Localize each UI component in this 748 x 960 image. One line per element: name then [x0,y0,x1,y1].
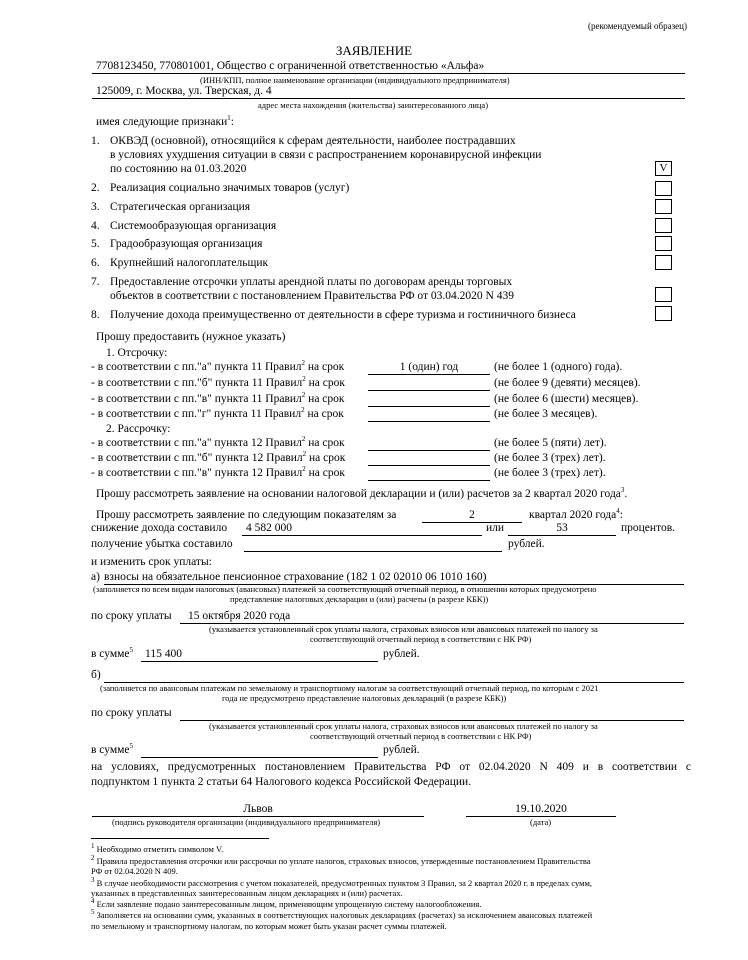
deferral-term-field[interactable] [368,407,490,422]
address-value: 125009, г. Москва, ул. Тверская, д. 4 [96,85,272,97]
footnote-continuation: РФ от 02.04.2020 N 409. [91,866,178,876]
feature-checkbox[interactable] [655,255,672,270]
org-line-underline [92,73,685,74]
feature-number: 6. [91,257,100,269]
installment-row: - в соответствии с пп."в" пункта 12 Правил$^2$ на срок [91,465,345,479]
address-caption: адрес места нахождения (жительства) заинтересованного лица) [258,100,489,110]
term-caption: (указывается установленный срок уплаты налога, страховых взносов или авансовых платежей по налогу за [209,721,598,731]
term-label: по сроку уплаты [91,707,172,719]
installment-heading: 2. Рассрочку: [106,423,171,435]
feature-number: 8. [91,309,100,321]
quarter-field[interactable]: 2 [422,508,522,523]
basis-text: Прошу рассмотреть заявление на основании налоговой декларации и (или) расчетов за 2 квартал 2020 года$^3$. [96,486,628,500]
feature-number: 4. [91,220,100,232]
item-b-label: б) [91,669,101,681]
feature-number: 7. [91,276,100,288]
feature-checkbox[interactable] [655,287,672,302]
indicators-line-label: Прошу рассмотреть заявление по следующим показателям за [96,509,397,521]
loss-label: получение убытка составило [91,538,233,550]
deferral-row: - в соответствии с пп."г" пункта 11 Правил$^2$ на срок [91,406,344,420]
change-intro: и изменить срок уплаты: [91,556,212,568]
org-line-value: 7708123450, 770801001, Общество с ограниченной ответственностью «Альфа» [96,60,485,72]
deferral-term-field[interactable]: 1 (один) год [368,360,490,375]
feature-checkbox[interactable] [655,218,672,233]
feature-text: Получение дохода преимущественно от деятельности в сфере туризма и гостиничного бизнеса [110,309,576,321]
quarter-label: квартал 2020 года$^4$: [529,507,623,521]
feature-checkbox[interactable] [655,236,672,251]
item-b-caption: (заполняется по авансовым платежам по земельному и транспортному налогам за соответствующий отчетный период, по которым с 2021 [100,683,599,693]
feature-text: Стратегическая организация [110,201,251,213]
feature-checkbox[interactable] [655,181,672,196]
term-label: по сроку уплаты [91,610,172,622]
signature-caption: (подпись руководителя организации (индивидуального предпринимателя) [112,817,381,827]
item-b-caption: года не предусмотрено представление налоговых деклараций (в разрезе КБК)) [222,693,507,703]
footnote: $^3$ В случае необходимости рассмотрения с учетом показателей, предусмотренных пунктом 3 Правил, за 2 квартал 2020 г. в пределах сумм, [91,876,593,888]
sum-label: в сумме$^5$ [91,742,134,756]
footnote: $^2$ Правила предоставления отсрочки или рассрочки по уплате налогов, страховых взносов, утвержденные постановлением Правительства [91,854,591,866]
feature-number: 3. [91,201,100,213]
installment-term-field[interactable] [368,466,490,481]
installment-limit: (не более 5 (пяти) лет). [494,437,607,449]
sum-rub-label: рублей. [383,648,420,660]
deferral-limit: (не более 9 (девяти) месяцев). [494,377,641,389]
footnote: $^5$ Заполняется на основании сумм, указанных в соответствующих налоговых декларациях (расчетах) за исключением авансовых платежей [91,908,593,920]
or-label: или [486,522,505,534]
feature-text: Градообразующая организация [110,238,263,250]
item-a-caption: (заполняется по всем видам налоговых (авансовых) платежей за соответствующий отчетный период, в отношении которых предусмотрено [93,584,597,594]
item-b-sum-field[interactable] [141,743,378,758]
decrease-label: снижение дохода составило [91,522,228,534]
item-b-value-field[interactable] [104,668,684,683]
feature-text: Системообразующая организация [110,220,277,232]
org-caption: (ИНН/КПП, полное наименование организации (индивидуального предпринимателя) [200,75,510,85]
installment-limit: (не более 3 (трех) лет). [494,452,606,464]
sample-note: (рекомендуемый образец) [588,21,687,31]
deferral-row: - в соответствии с пп."б" пункта 11 Правил$^2$ на срок [91,375,345,389]
loss-rub-label: рублей. [508,538,545,550]
footnote: $^1$ Необходимо отметить символом V. [91,842,224,854]
loss-value-field[interactable] [244,537,502,552]
feature-checkbox[interactable]: V [655,161,672,176]
item-a-caption: представление налоговых декларации и (или) расчеты (в разрезе КБК)) [230,594,489,604]
deferral-term-field[interactable] [368,376,490,391]
term-caption: соответствующий отчетный период в соответствии с НК РФ) [310,731,532,741]
feature-text: объектов в соответствии с постановлением Правительства РФ от 03.04.2020 N 439 [110,290,514,302]
footnote-separator [91,838,269,839]
percent-label: процентов. [621,522,675,534]
feature-text: ОКВЭД (основной), относящийся к сферам деятельности, наиболее пострадавших [110,135,516,147]
footnote: $^4$ Если заявление подано заинтересованным лицом, применяющим упрощенную систему налогообложения. [91,897,482,909]
sum-label: в сумме$^5$ [91,646,134,660]
percent-field[interactable]: 53 [508,521,616,536]
feature-checkbox[interactable] [655,199,672,214]
sum-rub-label: рублей. [383,744,420,756]
deferral-term-field[interactable] [368,392,490,407]
item-a-term-field[interactable]: 15 октября 2020 года [180,609,684,624]
document-title: ЗАЯВЛЕНИЕ [335,43,413,58]
conditions-line: на условиях, предусмотренных постановлением Правительства РФ от 02.04.2020 N 409 и в соответствии с [91,761,691,773]
feature-checkbox[interactable] [655,306,672,321]
feature-text: Крупнейший налогоплательщик [110,257,269,269]
term-caption: (указывается установленный срок уплаты налога, страховых взносов или авансовых платежей по налогу за [209,624,598,634]
request-intro: Прошу предоставить (нужное указать) [96,331,286,343]
installment-term-field[interactable] [368,451,490,466]
deferral-limit: (не более 6 (шести) месяцев). [494,393,639,405]
feature-text: Реализация социально значимых товаров (услуг) [110,182,350,194]
feature-text: по состоянию на 01.03.2020 [110,163,247,175]
decrease-value-field[interactable]: 4 582 000 [242,521,482,536]
feature-number: 5. [91,238,100,250]
installment-row: - в соответствии с пп."б" пункта 12 Правил$^2$ на срок [91,450,346,464]
item-a-sum-field[interactable]: 115 400 [141,647,378,662]
item-b-term-field[interactable] [180,706,684,721]
conditions-line: подпунктом 1 пункта 2 статьи 64 Налогового кодекса Российской Федерации. [91,776,472,788]
item-a-label: а) [91,571,100,583]
feature-number: 1. [91,135,100,147]
deferral-limit: (не более 1 (одного) года). [494,361,623,373]
feature-text: в условиях ухудшения ситуации в связи с распространением коронавирусной инфекции [110,149,542,161]
deferral-limit: (не более 3 месяцев). [494,408,598,420]
term-caption: соответствующий отчетный период в соответствии с НК РФ) [310,634,532,644]
item-a-value-field[interactable]: взносы на обязательное пенсионное страхование (182 1 02 02010 06 1010 160) [104,570,684,585]
installment-limit: (не более 3 (трех) лет). [494,467,606,479]
signature-field[interactable]: Львов [92,802,424,817]
deferral-row: - в соответствии с пп."в" пункта 11 Правил$^2$ на срок [91,391,345,405]
feature-text: Предоставление отсрочки уплаты арендной платы по договорам аренды торговых [110,276,513,288]
footnote-continuation: указанных в представленных заинтересованным лицом декларациях и (или) расчетах. [91,888,403,898]
deferral-row: - в соответствии с пп."а" пункта 11 Правил$^2$ на срок [91,359,345,373]
features-intro: имея следующие признаки$^1$: [96,114,234,128]
deferral-heading: 1. Отсрочку: [106,347,168,359]
footnote-continuation: по земельному и транспортному налогам, по которым может быть указан расчет суммы платежей. [91,921,447,931]
installment-row: - в соответствии с пп."а" пункта 12 Правил$^2$ на срок [91,435,345,449]
address-underline [92,98,685,99]
feature-number: 2. [91,182,100,194]
date-caption: (дата) [530,817,552,827]
installment-term-field[interactable] [368,436,490,451]
date-field[interactable]: 19.10.2020 [466,802,616,817]
